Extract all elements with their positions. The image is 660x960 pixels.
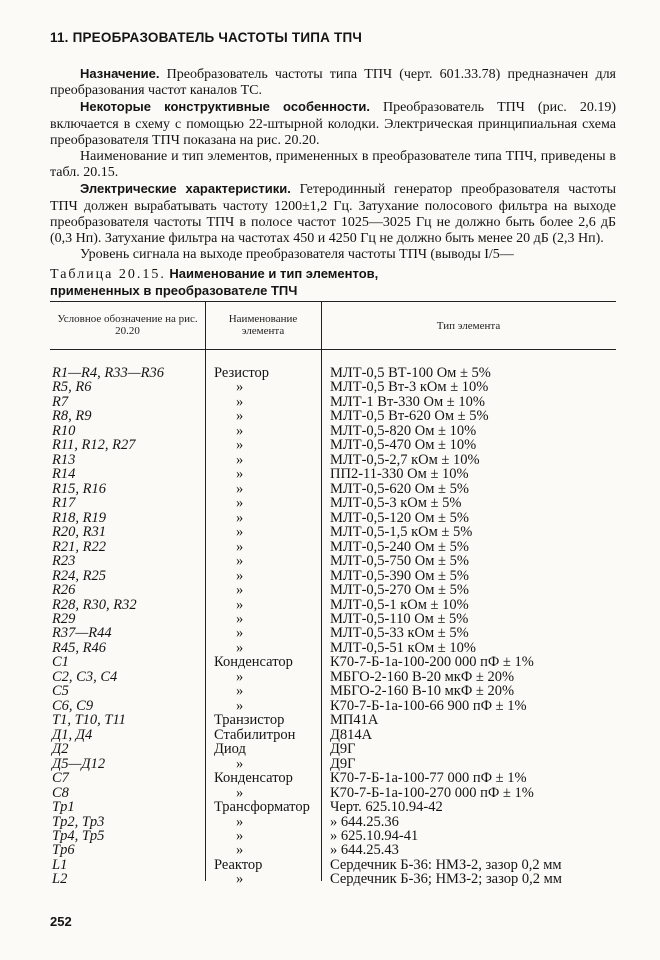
cell-name: » bbox=[236, 784, 244, 801]
cell-name: » bbox=[236, 668, 244, 685]
paragraph-text: Преобразователь ТПЧ (рис. 20.19) включается в схему с помощью 22-штырной колодки. Электрическая принципиальная схема преобразователя ТПЧ показана на рис. 20.20. bbox=[50, 100, 616, 148]
paragraph-runin: Назначение. bbox=[80, 66, 160, 81]
cell-designation: C7 bbox=[52, 770, 69, 787]
cell-designation: R18, R19 bbox=[52, 509, 106, 526]
table-caption-label: Таблица 20.15. bbox=[50, 267, 166, 282]
cell-designation: C5 bbox=[52, 683, 69, 700]
table-caption-title: Наименование и тип элементов, bbox=[169, 266, 379, 281]
section-body bbox=[50, 66, 616, 263]
table-row bbox=[50, 395, 616, 409]
paragraph bbox=[50, 66, 616, 99]
cell-type: К70-7-Б-1а-100-200 000 пФ ± 1% bbox=[330, 654, 534, 671]
cell-designation: R17 bbox=[52, 495, 76, 512]
cell-type: Сердечник Б-36; НМЗ-2; зазор 0,2 мм bbox=[330, 871, 562, 888]
table-row bbox=[50, 699, 616, 713]
paragraph-text: Наименование и тип элементов, примененных в преобразователе типа ТПЧ, приведены в табл. 20.15. bbox=[50, 149, 616, 181]
cell-designation: R37—R44 bbox=[52, 625, 112, 642]
table-row bbox=[50, 872, 616, 886]
table-row bbox=[50, 366, 616, 380]
cell-type: МБГО-2-160 В-20 мкФ ± 20% bbox=[330, 668, 515, 685]
cell-name: » bbox=[236, 509, 244, 526]
cell-designation: R13 bbox=[52, 451, 76, 468]
table-row bbox=[50, 482, 616, 496]
components-table bbox=[50, 301, 616, 901]
cell-type: МЛТ-0,5-120 Ом ± 5% bbox=[330, 509, 469, 526]
table-row bbox=[50, 467, 616, 481]
paragraph-text: Уровень сигнала на выходе преобразователя частоты ТПЧ (выводы I/5— bbox=[80, 247, 514, 263]
cell-designation: R21, R22 bbox=[52, 538, 106, 555]
cell-type: МЛТ-0,5-390 Ом ± 5% bbox=[330, 567, 469, 584]
cell-designation: Tp6 bbox=[52, 842, 75, 859]
cell-designation: C8 bbox=[52, 784, 69, 801]
cell-type: Д9Г bbox=[330, 741, 356, 758]
cell-name: » bbox=[236, 683, 244, 700]
table-row bbox=[50, 511, 616, 525]
cell-type: » 644.25.36 bbox=[330, 813, 399, 830]
table-caption-line bbox=[50, 283, 616, 300]
cell-designation: R7 bbox=[52, 393, 69, 410]
table-row bbox=[50, 829, 616, 843]
cell-name: Конденсатор bbox=[214, 654, 293, 671]
column-header-name: Наименование элемента bbox=[228, 313, 298, 337]
cell-name: » bbox=[236, 828, 244, 844]
cell-type: МЛТ-1 Вт-330 Ом ± 10% bbox=[330, 393, 485, 410]
table-row bbox=[50, 815, 616, 829]
cell-name: » bbox=[236, 755, 244, 772]
cell-name: » bbox=[236, 871, 244, 888]
cell-name: » bbox=[236, 842, 244, 859]
cell-designation: Tp2, Tp3 bbox=[52, 813, 105, 830]
cell-designation: R24, R25 bbox=[52, 567, 106, 584]
table-header-rule bbox=[50, 349, 616, 350]
table-row bbox=[50, 728, 616, 742]
table-row bbox=[50, 858, 616, 872]
paragraph-runin: Некоторые конструктивные особенности. bbox=[80, 99, 370, 115]
table-body bbox=[50, 366, 616, 887]
cell-type: ПП2-11-330 Ом ± 10% bbox=[330, 466, 469, 483]
cell-name: » bbox=[236, 538, 244, 555]
cell-type: Черт. 625.10.94-42 bbox=[330, 799, 443, 816]
cell-designation: C1 bbox=[52, 654, 69, 671]
cell-type: » 644.25.43 bbox=[330, 842, 399, 859]
cell-type: МЛТ-0,5-240 Ом ± 5% bbox=[330, 538, 469, 555]
cell-type: МЛТ-0,5 Вт-620 Ом ± 5% bbox=[330, 408, 489, 425]
cell-designation: T1, T10, T11 bbox=[52, 712, 126, 729]
cell-type: » 625.10.94-41 bbox=[330, 828, 419, 844]
cell-name: » bbox=[236, 524, 244, 541]
table-top-rule bbox=[50, 301, 616, 302]
table-row bbox=[50, 771, 616, 785]
cell-name: » bbox=[236, 625, 244, 642]
column-header-type: Тип элемента bbox=[436, 320, 501, 332]
table-row bbox=[50, 742, 616, 756]
cell-name: » bbox=[236, 466, 244, 483]
table-row bbox=[50, 583, 616, 597]
cell-type: МЛТ-0,5-820 Ом ± 10% bbox=[330, 422, 477, 439]
cell-type: Сердечник Б-36: НМЗ-2, зазор 0,2 мм bbox=[330, 856, 562, 873]
cell-name: » bbox=[236, 596, 244, 613]
table-row bbox=[50, 626, 616, 640]
cell-name: » bbox=[236, 408, 244, 425]
table-row bbox=[50, 409, 616, 423]
cell-type: МЛТ-0,5-750 Ом ± 5% bbox=[330, 553, 469, 570]
cell-name: » bbox=[236, 495, 244, 512]
cell-name: » bbox=[236, 379, 244, 396]
cell-name: » bbox=[236, 697, 244, 714]
cell-designation: R20, R31 bbox=[52, 524, 106, 541]
table-row bbox=[50, 843, 616, 857]
cell-designation: Д1, Д4 bbox=[52, 726, 93, 743]
cell-name: » bbox=[236, 610, 244, 627]
cell-type: МЛТ-0,5-620 Ом ± 5% bbox=[330, 480, 469, 497]
table-row bbox=[50, 453, 616, 467]
cell-type: МП41А bbox=[330, 712, 379, 729]
table-row bbox=[50, 612, 616, 626]
table-row bbox=[50, 569, 616, 583]
cell-name: » bbox=[236, 582, 244, 599]
table-row bbox=[50, 496, 616, 510]
table-row bbox=[50, 786, 616, 800]
cell-name: » bbox=[236, 437, 244, 454]
cell-type: МЛТ-0,5-270 Ом ± 5% bbox=[330, 582, 469, 599]
cell-type: К70-7-Б-1а-100-66 900 пФ ± 1% bbox=[330, 697, 527, 714]
paragraph bbox=[50, 149, 616, 181]
cell-type: МЛТ-0,5 Вт-3 кОм ± 10% bbox=[330, 379, 489, 396]
cell-designation: R5, R6 bbox=[52, 379, 92, 396]
cell-name: Стабилитрон bbox=[214, 726, 296, 743]
cell-type: МЛТ-0,5-1 кОм ± 10% bbox=[330, 596, 469, 613]
cell-designation: R26 bbox=[52, 582, 76, 599]
cell-designation: R8, R9 bbox=[52, 408, 92, 425]
cell-type: МЛТ-0,5-51 кОм ± 10% bbox=[330, 639, 476, 656]
table-row bbox=[50, 598, 616, 612]
cell-name: » bbox=[236, 813, 244, 830]
cell-designation: Tp1 bbox=[52, 799, 75, 816]
cell-type: МЛТ-0,5-110 Ом ± 5% bbox=[330, 610, 469, 627]
table-row bbox=[50, 655, 616, 669]
paragraph-text: Преобразователь частоты типа ТПЧ (черт. 601.33.78) предназначен для преобразования частот каналов ТС. bbox=[50, 67, 616, 99]
cell-name: Диод bbox=[214, 741, 246, 758]
table-row bbox=[50, 757, 616, 771]
cell-designation: Tp4, Tp5 bbox=[52, 828, 105, 844]
cell-designation: R11, R12, R27 bbox=[52, 437, 136, 454]
cell-designation: L2 bbox=[52, 871, 68, 888]
table-row bbox=[50, 438, 616, 452]
table-row bbox=[50, 424, 616, 438]
page-number: 252 bbox=[50, 914, 72, 929]
cell-name: » bbox=[236, 451, 244, 468]
cell-type: МЛТ-0,5-1,5 кОм ± 5% bbox=[330, 524, 473, 541]
cell-designation: L1 bbox=[52, 856, 68, 873]
cell-name: Трансформатор bbox=[214, 799, 310, 816]
cell-designation: C2, C3, C4 bbox=[52, 668, 118, 685]
cell-name: » bbox=[236, 422, 244, 439]
cell-designation: Д5—Д12 bbox=[52, 755, 106, 772]
cell-name: Конденсатор bbox=[214, 770, 293, 787]
cell-name: » bbox=[236, 553, 244, 570]
cell-type: Д814А bbox=[330, 726, 373, 743]
cell-name: » bbox=[236, 639, 244, 656]
cell-name: Реактор bbox=[214, 856, 263, 873]
paragraph bbox=[50, 181, 616, 247]
cell-type: К70-7-Б-1а-100-77 000 пФ ± 1% bbox=[330, 770, 527, 787]
cell-designation: R29 bbox=[52, 610, 76, 627]
cell-designation: C6, C9 bbox=[52, 697, 94, 714]
table-row bbox=[50, 380, 616, 394]
column-header-designation: Условное обозначение на рис. 20.20 bbox=[57, 313, 198, 337]
cell-name: » bbox=[236, 480, 244, 497]
cell-designation: R14 bbox=[52, 466, 76, 483]
table-caption-line bbox=[50, 266, 616, 283]
paragraph bbox=[50, 247, 616, 263]
table-row bbox=[50, 800, 616, 814]
cell-type: МБГО-2-160 В-10 мкФ ± 20% bbox=[330, 683, 515, 700]
cell-type: МЛТ-0,5-33 кОм ± 5% bbox=[330, 625, 469, 642]
cell-name: » bbox=[236, 567, 244, 584]
cell-designation: R45, R46 bbox=[52, 639, 106, 656]
cell-type: МЛТ-0,5-2,7 кОм ± 10% bbox=[330, 451, 480, 468]
cell-name: » bbox=[236, 393, 244, 410]
table-row bbox=[50, 540, 616, 554]
paragraph-runin: Электрические характеристики. bbox=[80, 181, 291, 197]
table-row bbox=[50, 713, 616, 727]
cell-designation: R1—R4, R33—R36 bbox=[52, 365, 164, 381]
table-row bbox=[50, 525, 616, 539]
table-caption bbox=[50, 266, 616, 300]
cell-name: Резистор bbox=[214, 365, 270, 381]
cell-designation: R15, R16 bbox=[52, 480, 106, 497]
cell-type: МЛТ-0,5-3 кОм ± 5% bbox=[330, 495, 462, 512]
table-row bbox=[50, 670, 616, 684]
table-row bbox=[50, 554, 616, 568]
table-row bbox=[50, 641, 616, 655]
paragraph bbox=[50, 99, 616, 149]
cell-type: МЛТ-0,5 ВТ-100 Ом ± 5% bbox=[330, 365, 491, 381]
cell-designation: R28, R30, R32 bbox=[52, 596, 137, 613]
cell-type: К70-7-Б-1а-100-270 000 пФ ± 1% bbox=[330, 784, 534, 801]
table-caption-title: примененных в преобразователе ТПЧ bbox=[50, 283, 298, 298]
cell-designation: R23 bbox=[52, 553, 76, 570]
paragraph-text: Гетеродинный генератор преобразователя частоты ТПЧ должен вырабатывать частоту 1200±1,2 Гц. Затухание полосового фильтра на выходе преобразователя частоты ТПЧ в полосе частот 1025—3025 Гц не должно быть более 2,6 дБ (0,3 Нп). Затухание фильтра на частотах 450 и 4250 Гц не должно быть менее 20 дБ (2,3 Нп). bbox=[50, 182, 617, 247]
cell-type: Д9Г bbox=[330, 755, 356, 772]
cell-name: Транзистор bbox=[214, 712, 285, 729]
section-heading: 11. ПРЕОБРАЗОВАТЕЛЬ ЧАСТОТЫ ТИПА ТПЧ bbox=[50, 30, 363, 45]
cell-type: МЛТ-0,5-470 Ом ± 10% bbox=[330, 437, 477, 454]
table-row bbox=[50, 684, 616, 698]
cell-designation: Д2 bbox=[52, 741, 69, 758]
cell-designation: R10 bbox=[52, 422, 76, 439]
